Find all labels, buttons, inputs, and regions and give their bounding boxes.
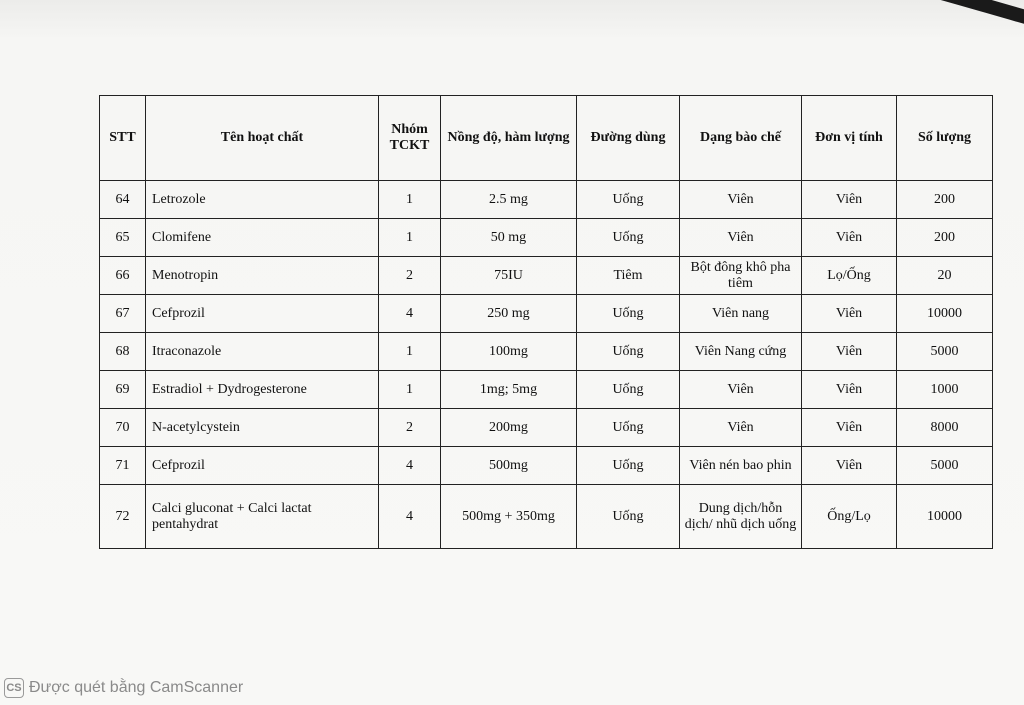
- cell-group: 4: [379, 485, 441, 549]
- cell-group: 4: [379, 447, 441, 485]
- table-row: [100, 333, 993, 371]
- header-unit: Đơn vị tính: [802, 96, 897, 181]
- header-active-ingredient: Tên hoạt chất: [146, 96, 379, 181]
- cell-unit: Viên: [802, 409, 897, 447]
- cell-quantity: 20: [897, 257, 993, 295]
- cell-name: Estradiol + Dydrogesterone: [146, 371, 379, 409]
- cell-group: 1: [379, 219, 441, 257]
- cell-unit: Viên: [802, 181, 897, 219]
- cell-group: 4: [379, 295, 441, 333]
- cell-form: Viên nang: [680, 295, 802, 333]
- cell-stt: 69: [100, 371, 146, 409]
- cell-unit: Viên: [802, 447, 897, 485]
- cell-quantity: 10000: [897, 485, 993, 549]
- cell-quantity: 8000: [897, 409, 993, 447]
- cell-concentration: 500mg + 350mg: [441, 485, 577, 549]
- cell-unit: Viên: [802, 333, 897, 371]
- header-concentration: Nồng độ, hàm lượng: [441, 96, 577, 181]
- cell-form: Viên nén bao phin: [680, 447, 802, 485]
- table-row: [100, 181, 993, 219]
- cell-name: Itraconazole: [146, 333, 379, 371]
- cell-quantity: 200: [897, 219, 993, 257]
- cell-unit: Viên: [802, 219, 897, 257]
- cell-stt: 65: [100, 219, 146, 257]
- cell-stt: 70: [100, 409, 146, 447]
- table-row: [100, 295, 993, 333]
- cell-group: 1: [379, 181, 441, 219]
- cell-concentration: 75IU: [441, 257, 577, 295]
- cell-concentration: 1mg; 5mg: [441, 371, 577, 409]
- header-stt: STT: [100, 96, 146, 181]
- cell-concentration: 500mg: [441, 447, 577, 485]
- cell-route: Uống: [577, 447, 680, 485]
- cell-form: Viên: [680, 409, 802, 447]
- cell-form: Viên: [680, 371, 802, 409]
- cell-stt: 64: [100, 181, 146, 219]
- cell-stt: 66: [100, 257, 146, 295]
- cell-route: Uống: [577, 485, 680, 549]
- cell-quantity: 10000: [897, 295, 993, 333]
- cell-name: Clomifene: [146, 219, 379, 257]
- cable-shadow: [824, 0, 1024, 50]
- cell-concentration: 100mg: [441, 333, 577, 371]
- cell-group: 2: [379, 257, 441, 295]
- cell-route: Uống: [577, 409, 680, 447]
- cell-name: Cefprozil: [146, 295, 379, 333]
- cell-name: Letrozole: [146, 181, 379, 219]
- cell-quantity: 200: [897, 181, 993, 219]
- cell-concentration: 2.5 mg: [441, 181, 577, 219]
- cell-stt: 68: [100, 333, 146, 371]
- cell-form: Viên: [680, 219, 802, 257]
- cell-route: Uống: [577, 333, 680, 371]
- header-quantity: Số lượng: [897, 96, 993, 181]
- cell-stt: 67: [100, 295, 146, 333]
- cell-unit: Ống/Lọ: [802, 485, 897, 549]
- cell-form: Bột đông khô pha tiêm: [680, 257, 802, 295]
- header-group: Nhóm TCKT: [379, 96, 441, 181]
- cell-form: Viên: [680, 181, 802, 219]
- header-route: Đường dùng: [577, 96, 680, 181]
- cell-stt: 71: [100, 447, 146, 485]
- cell-name: Cefprozil: [146, 447, 379, 485]
- cell-quantity: 5000: [897, 333, 993, 371]
- cell-route: Uống: [577, 219, 680, 257]
- cell-route: Uống: [577, 181, 680, 219]
- cell-form: Dung dịch/hỗn dịch/ nhũ dịch uống: [680, 485, 802, 549]
- cell-group: 1: [379, 333, 441, 371]
- cell-unit: Viên: [802, 295, 897, 333]
- cell-unit: Lọ/Ống: [802, 257, 897, 295]
- cell-route: Tiêm: [577, 257, 680, 295]
- cell-quantity: 1000: [897, 371, 993, 409]
- cell-route: Uống: [577, 371, 680, 409]
- cell-concentration: 50 mg: [441, 219, 577, 257]
- cell-name: Calci gluconat + Calci lactat pentahydrat: [146, 485, 379, 549]
- table-header-row: [100, 96, 993, 181]
- cell-group: 1: [379, 371, 441, 409]
- cell-route: Uống: [577, 295, 680, 333]
- camscanner-icon: CS: [4, 678, 24, 698]
- cell-name: Menotropin: [146, 257, 379, 295]
- camscanner-watermark: [4, 677, 243, 699]
- table-row: [100, 409, 993, 447]
- cell-unit: Viên: [802, 371, 897, 409]
- cell-form: Viên Nang cứng: [680, 333, 802, 371]
- table-row: [100, 447, 993, 485]
- table-row: [100, 219, 993, 257]
- camscanner-text: Được quét bằng CamScanner: [29, 679, 244, 696]
- table-row: [100, 485, 993, 549]
- table-row: [100, 257, 993, 295]
- header-dosage-form: Dạng bào chế: [680, 96, 802, 181]
- cell-quantity: 5000: [897, 447, 993, 485]
- cell-stt: 72: [100, 485, 146, 549]
- table-row: [100, 371, 993, 409]
- drug-table: [99, 95, 993, 549]
- cell-name: N-acetylcystein: [146, 409, 379, 447]
- cell-concentration: 200mg: [441, 409, 577, 447]
- cell-group: 2: [379, 409, 441, 447]
- cell-concentration: 250 mg: [441, 295, 577, 333]
